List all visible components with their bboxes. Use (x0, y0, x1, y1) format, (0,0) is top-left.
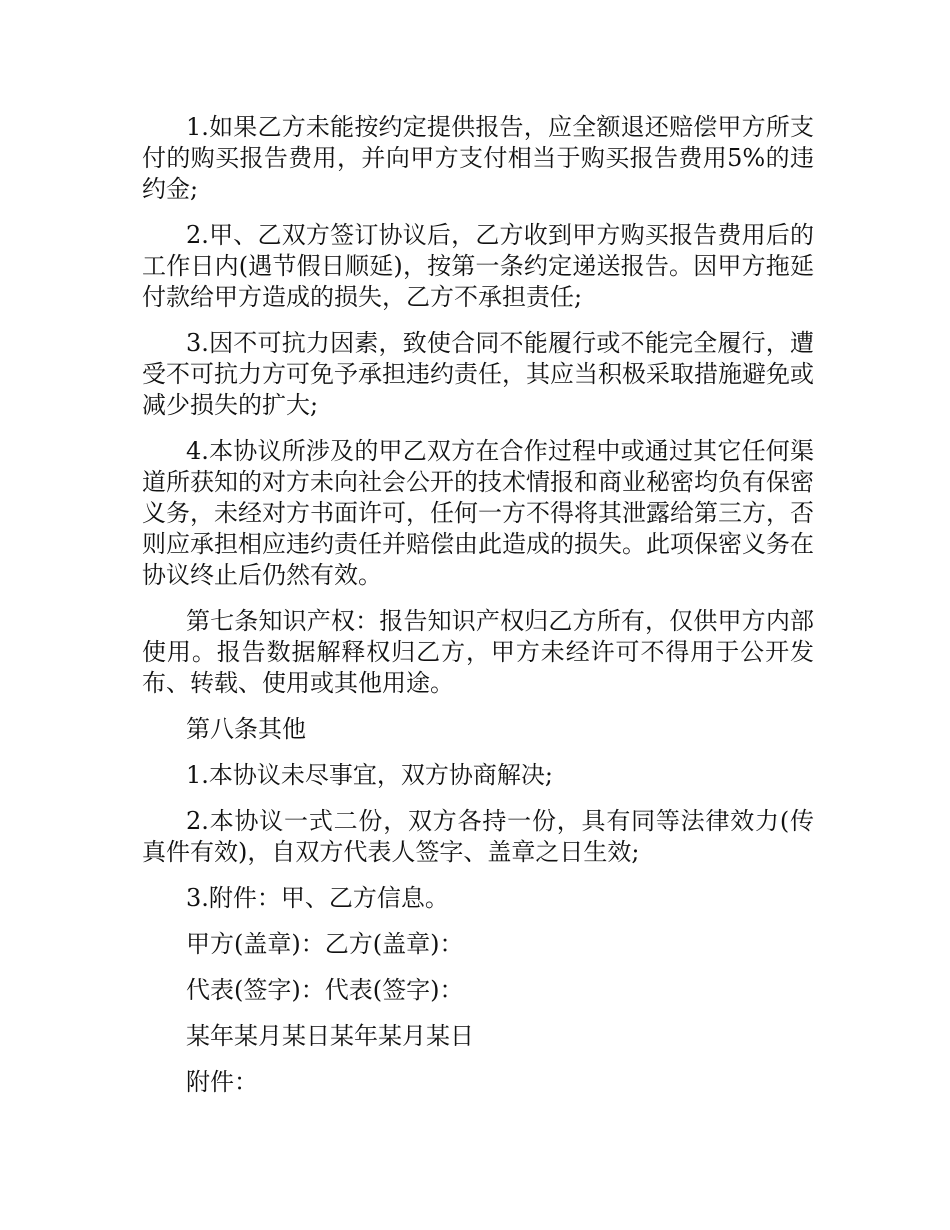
article-8-item-1: 1.本协议未尽事宜，双方协商解决; (186, 761, 553, 789)
clause-1-breach-report: 1.如果乙方未能按约定提供报告，应全额退还赔偿甲方所支付的购买报告费用，并向甲方支付相当于购买报告费用5%的违约金; (142, 113, 814, 203)
date-line: 某年某月某日某年某月某日 (186, 1022, 474, 1050)
article-8-heading: 第八条其他 (186, 715, 306, 743)
clause-3-force-majeure: 3.因不可抗力因素，致使合同不能履行或不能完全履行，遭受不可抗力方可免予承担违约责任，其应当积极采取措施避免或减少损失的扩大; (142, 329, 814, 419)
document-page (142, 112, 814, 1113)
seal-line: 甲方(盖章)：乙方(盖章)： (186, 930, 464, 958)
signature-line: 代表(签字)：代表(签字)： (186, 976, 464, 1004)
clause-4-confidentiality: 4.本协议所涉及的甲乙双方在合作过程中或通过其它任何渠道所获知的对方未向社会公开的技术情报和商业秘密均负有保密义务，未经对方书面许可，任何一方不得将其泄露给第三方，否则应承担相应违约责任并赔偿由此造成的损失。此项保密义务在协议终止后仍然有效。 (142, 437, 814, 589)
article-8-item-2: 2.本协议一式二份，双方各持一份，具有同等法律效力(传真件有效)，自双方代表人签字、盖章之日生效; (142, 807, 814, 866)
article-8-item-3: 3.附件：甲、乙方信息。 (186, 884, 449, 912)
clause-2-delivery: 2.甲、乙双方签订协议后，乙方收到甲方购买报告费用后的工作日内(遇节假日顺延)，按第一条约定递送报告。因甲方拖延付款给甲方造成的损失，乙方不承担责任; (142, 221, 814, 311)
attachment-label: 附件： (186, 1068, 258, 1096)
article-7-intellectual-property: 第七条知识产权：报告知识产权归乙方所有，仅供甲方内部使用。报告数据解释权归乙方，甲方未经许可不得用于公开发布、转载、使用或其他用途。 (142, 607, 814, 697)
